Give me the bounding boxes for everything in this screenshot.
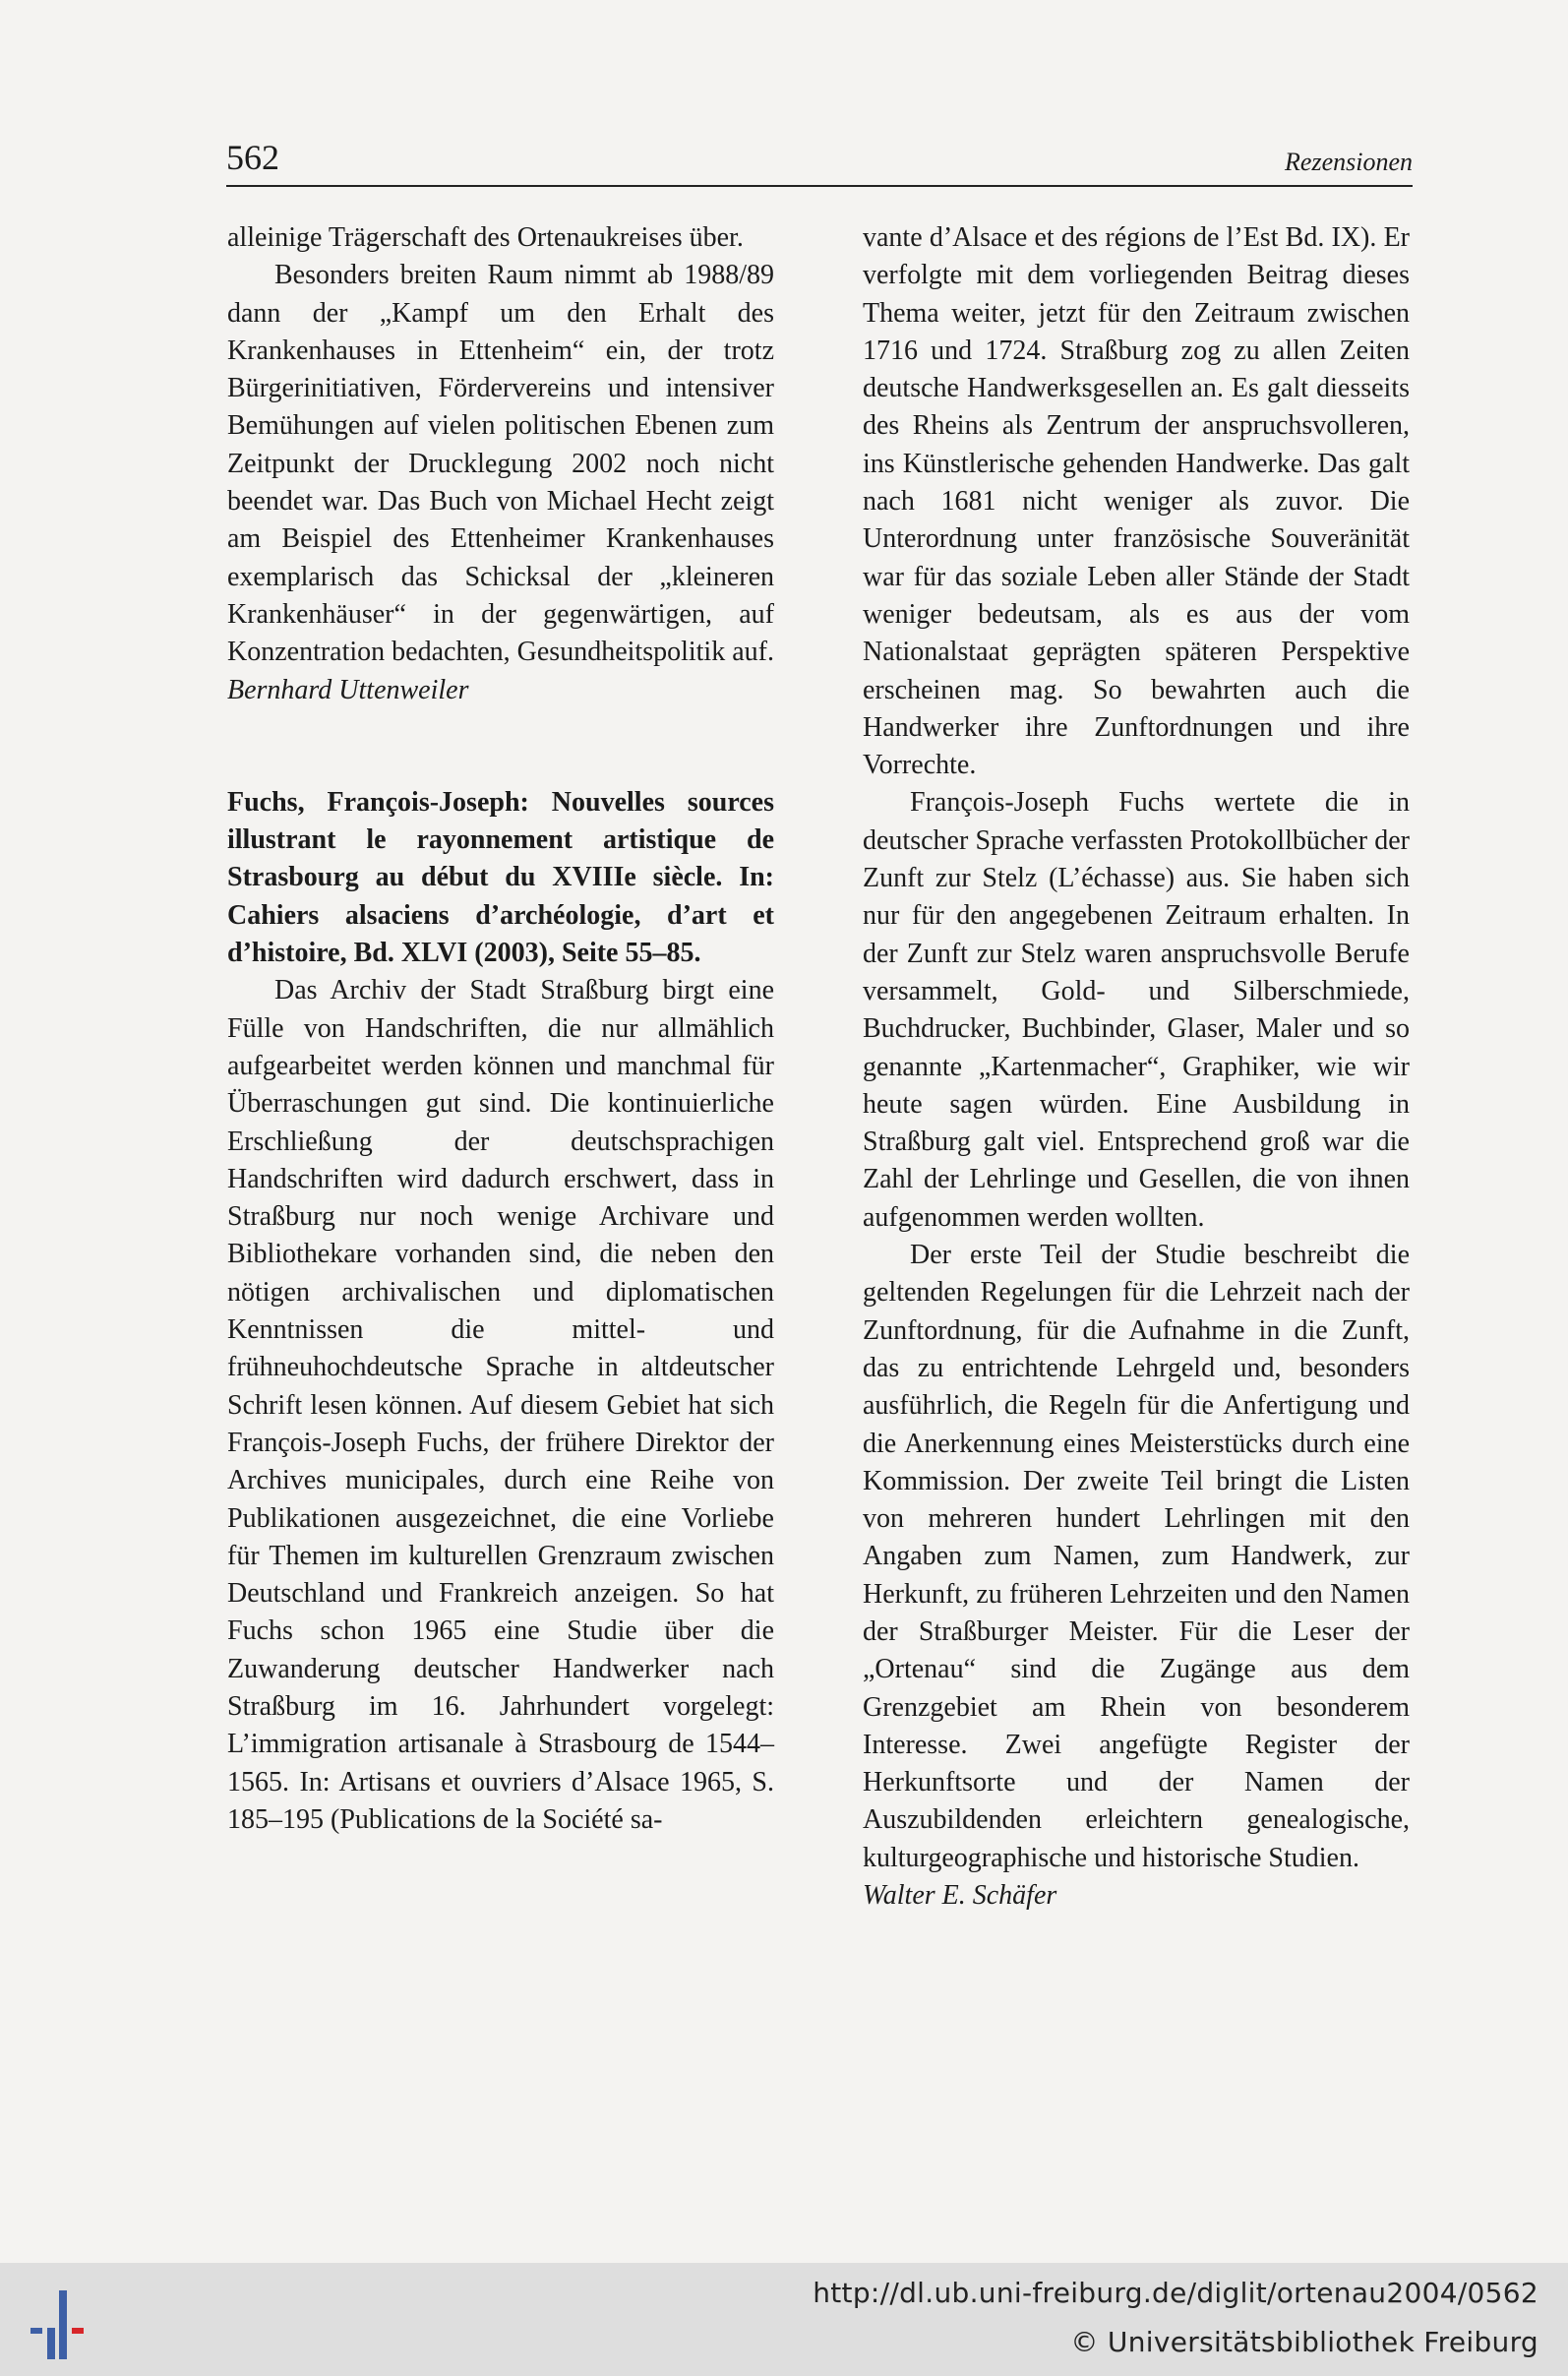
copyright-notice: © Universitätsbibliothek Freiburg [1070, 2326, 1538, 2358]
review-signature: Bernhard Uttenweiler [227, 674, 469, 705]
paragraph: Besonders breiten Raum nimmt ab 1988/89 dann der „Kampf um den Erhalt des Krankenhauses in Ettenheim“ ein, der trotz Bürgerinitiativen, Fördervereins und intensiver Bemühungen auf vielen politischen Ebenen zum Zeitpunkt der Drucklegung 2002 noch nicht beendet war. Das Buch von Michael Hecht zeigt am Beispiel des Ettenheimer Krankenhauses exemplarisch das Schicksal der „kleineren Krankenhäuser“ in der gegenwärtigen, auf Konzentration bedachten, Gesundheitspolitik auf. [227, 260, 774, 668]
paragraph: vante d’Alsace et des régions de l’Est Bd. IX). Er verfolgte mit dem vorliegenden Beitrag dieses Thema weiter, jetzt für den Zeitraum zwischen 1716 und 1724. Straßburg zog zu allen Zeiten deutsche Handwerksgesellen an. Es galt diesseits des Rheins als Zentrum der anspruchsvolleren, ins Künstlerische gehenden Handwerke. Das galt nach 1681 nicht weniger als zuvor. Die Unterordnung unter französische Souveränität war für das soziale Leben aller Stände der Stadt weniger bedeutsam, als es aus der vom Nationalstaat geprägten späteren Perspektive erscheinen mag. So bewahrten auch die Handwerker ihre Zunftordnungen und ihre Vorrechte. [863, 222, 1410, 781]
paragraph: François-Joseph Fuchs wertete die in deutscher Sprache verfassten Protokollbücher der Zunft zur Stelz (L’échasse) aus. Sie haben sich nur für den angegebenen Zeitraum erhalten. In der Zunft zur Stelz waren anspruchsvolle Berufe versammelt, Gold- und Silberschmiede, Buchdrucker, Buchbinder, Glaser, Maler und so genannte „Kartenmacher“, Graphiker, wie wir heute sagen würden. Eine Ausbildung in Straßburg galt viel. Entsprechend groß war die Zahl der Lehrlinge und Gesellen, die von ihnen aufgenommen werden wollten. [863, 787, 1410, 1233]
left-column [227, 219, 774, 1839]
ub-freiburg-logo-icon [22, 2285, 100, 2363]
paragraph: Das Archiv der Stadt Straßburg birgt eine Fülle von Handschriften, die nur allmählich aufgearbeitet werden können und manchmal für Überraschungen gut sind. Die kontinuierliche Erschließung der deutschsprachigen Handschriften wird dadurch erschwert, dass in Straßburg nur noch wenige Archivare und Bibliothekare vorhanden sind, die neben den nötigen archivalischen und diplomatischen Kenntnissen die mittel- und frühneuhochdeutsche Sprache in altdeutscher Schrift lesen können. Auf diesem Gebiet hat sich François-Joseph Fuchs, der frühere Direktor der Archives municipales, durch eine Reihe von Publikationen ausgezeichnet, die eine Vorliebe für Themen im kulturellen Grenzraum zwischen Deutschland und Frankreich anzeigen. So hat Fuchs schon 1965 eine Studie über die Zuwanderung deutscher Handwerker nach Straßburg im 16. Jahrhundert vorgelegt: L’immigration artisanale à Strasbourg de 1544–1565. In: Artisans et ouvriers d’Alsace 1965, S. 185–195 (Publications de la Société sa- [227, 975, 774, 1835]
review-signature: Walter E. Schäfer [863, 1880, 1057, 1912]
right-column [863, 219, 1410, 1915]
source-url-link[interactable]: http://dl.ub.uni-freiburg.de/diglit/ortenau2004/0562 [813, 2277, 1538, 2309]
digitization-footer [0, 2263, 1568, 2376]
review-book-title: Fuchs, François-Joseph: Nouvelles sources illustrant le rayonnement artistique de Strasbourg au début du XVIIIe siècle. In: Cahiers alsaciens d’archéologie, d’art et d’histoire, Bd. XLVI (2003), Seite 55–85. [227, 786, 774, 969]
paragraph: alleinige Trägerschaft des Ortenaukreises über. [227, 222, 744, 253]
running-head: Rezensionen [1285, 148, 1413, 176]
page-number: 562 [226, 138, 279, 177]
page-header [226, 138, 1413, 187]
paragraph: Der erste Teil der Studie beschreibt die geltenden Regelungen für die Lehrzeit nach der Zunftordnung, für die Aufnahme in die Zunft, das zu entrichtende Lehrgeld und, besonders ausführlich, die Regeln für die Anfertigung und die Anerkennung eines Meisterstücks durch eine Kommission. Der zweite Teil bringt die Listen von mehreren hundert Lehrlingen mit den Angaben zum Namen, zum Handwerk, zur Herkunft, zu früheren Lehrzeiten und den Namen der Straßburger Meister. Für die Leser der „Ortenau“ sind die Zugänge aus dem Grenzgebiet am Rhein von besonderem Interesse. Zwei angefügte Register der Herkunftsorte und der Namen der Auszubildenden erleichtern genealogische, kulturgeographische und historische Studien. [863, 1240, 1410, 1873]
